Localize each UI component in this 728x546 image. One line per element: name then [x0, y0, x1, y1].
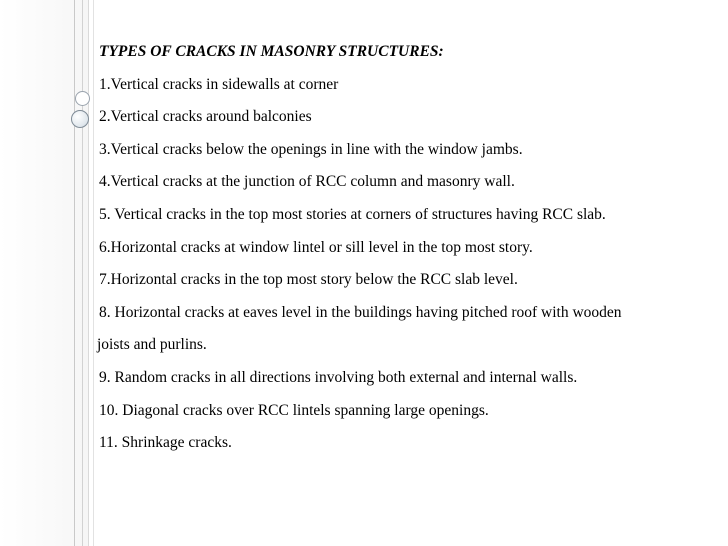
list-item: 6.Horizontal cracks at window lintel or sill level in the top most story. — [99, 238, 533, 256]
decorative-vertical-line — [74, 0, 75, 546]
slide-title: TYPES OF CRACKS IN MASONRY STRUCTURES: — [99, 43, 444, 60]
list-item-continuation: joists and purlins. — [97, 336, 207, 354]
decorative-circle-icon — [75, 91, 90, 106]
slide-content — [99, 36, 699, 460]
decorative-circle-icon — [71, 110, 89, 128]
decorative-vertical-line — [82, 0, 83, 546]
list-item: 1.Vertical cracks in sidewalls at corner — [99, 75, 339, 93]
list-item: 8. Horizontal cracks at eaves level in the buildings having pitched roof with wooden — [99, 303, 622, 321]
decorative-vertical-line — [88, 0, 89, 546]
list-item: 10. Diagonal cracks over RCC lintels spanning large openings. — [99, 401, 489, 419]
list-item: 11. Shrinkage cracks. — [99, 434, 232, 452]
list-item: 5. Vertical cracks in the top most stories at corners of structures having RCC slab. — [99, 205, 606, 223]
list-item: 3.Vertical cracks below the openings in line with the window jambs. — [99, 140, 523, 158]
decorative-vertical-line — [93, 0, 94, 546]
list-item: 9. Random cracks in all directions involving both external and internal walls. — [99, 368, 578, 386]
list-item: 7.Horizontal cracks in the top most story below the RCC slab level. — [99, 271, 518, 289]
list-item: 2.Vertical cracks around balconies — [99, 108, 312, 126]
list-item: 4.Vertical cracks at the junction of RCC column and masonry wall. — [99, 173, 515, 191]
